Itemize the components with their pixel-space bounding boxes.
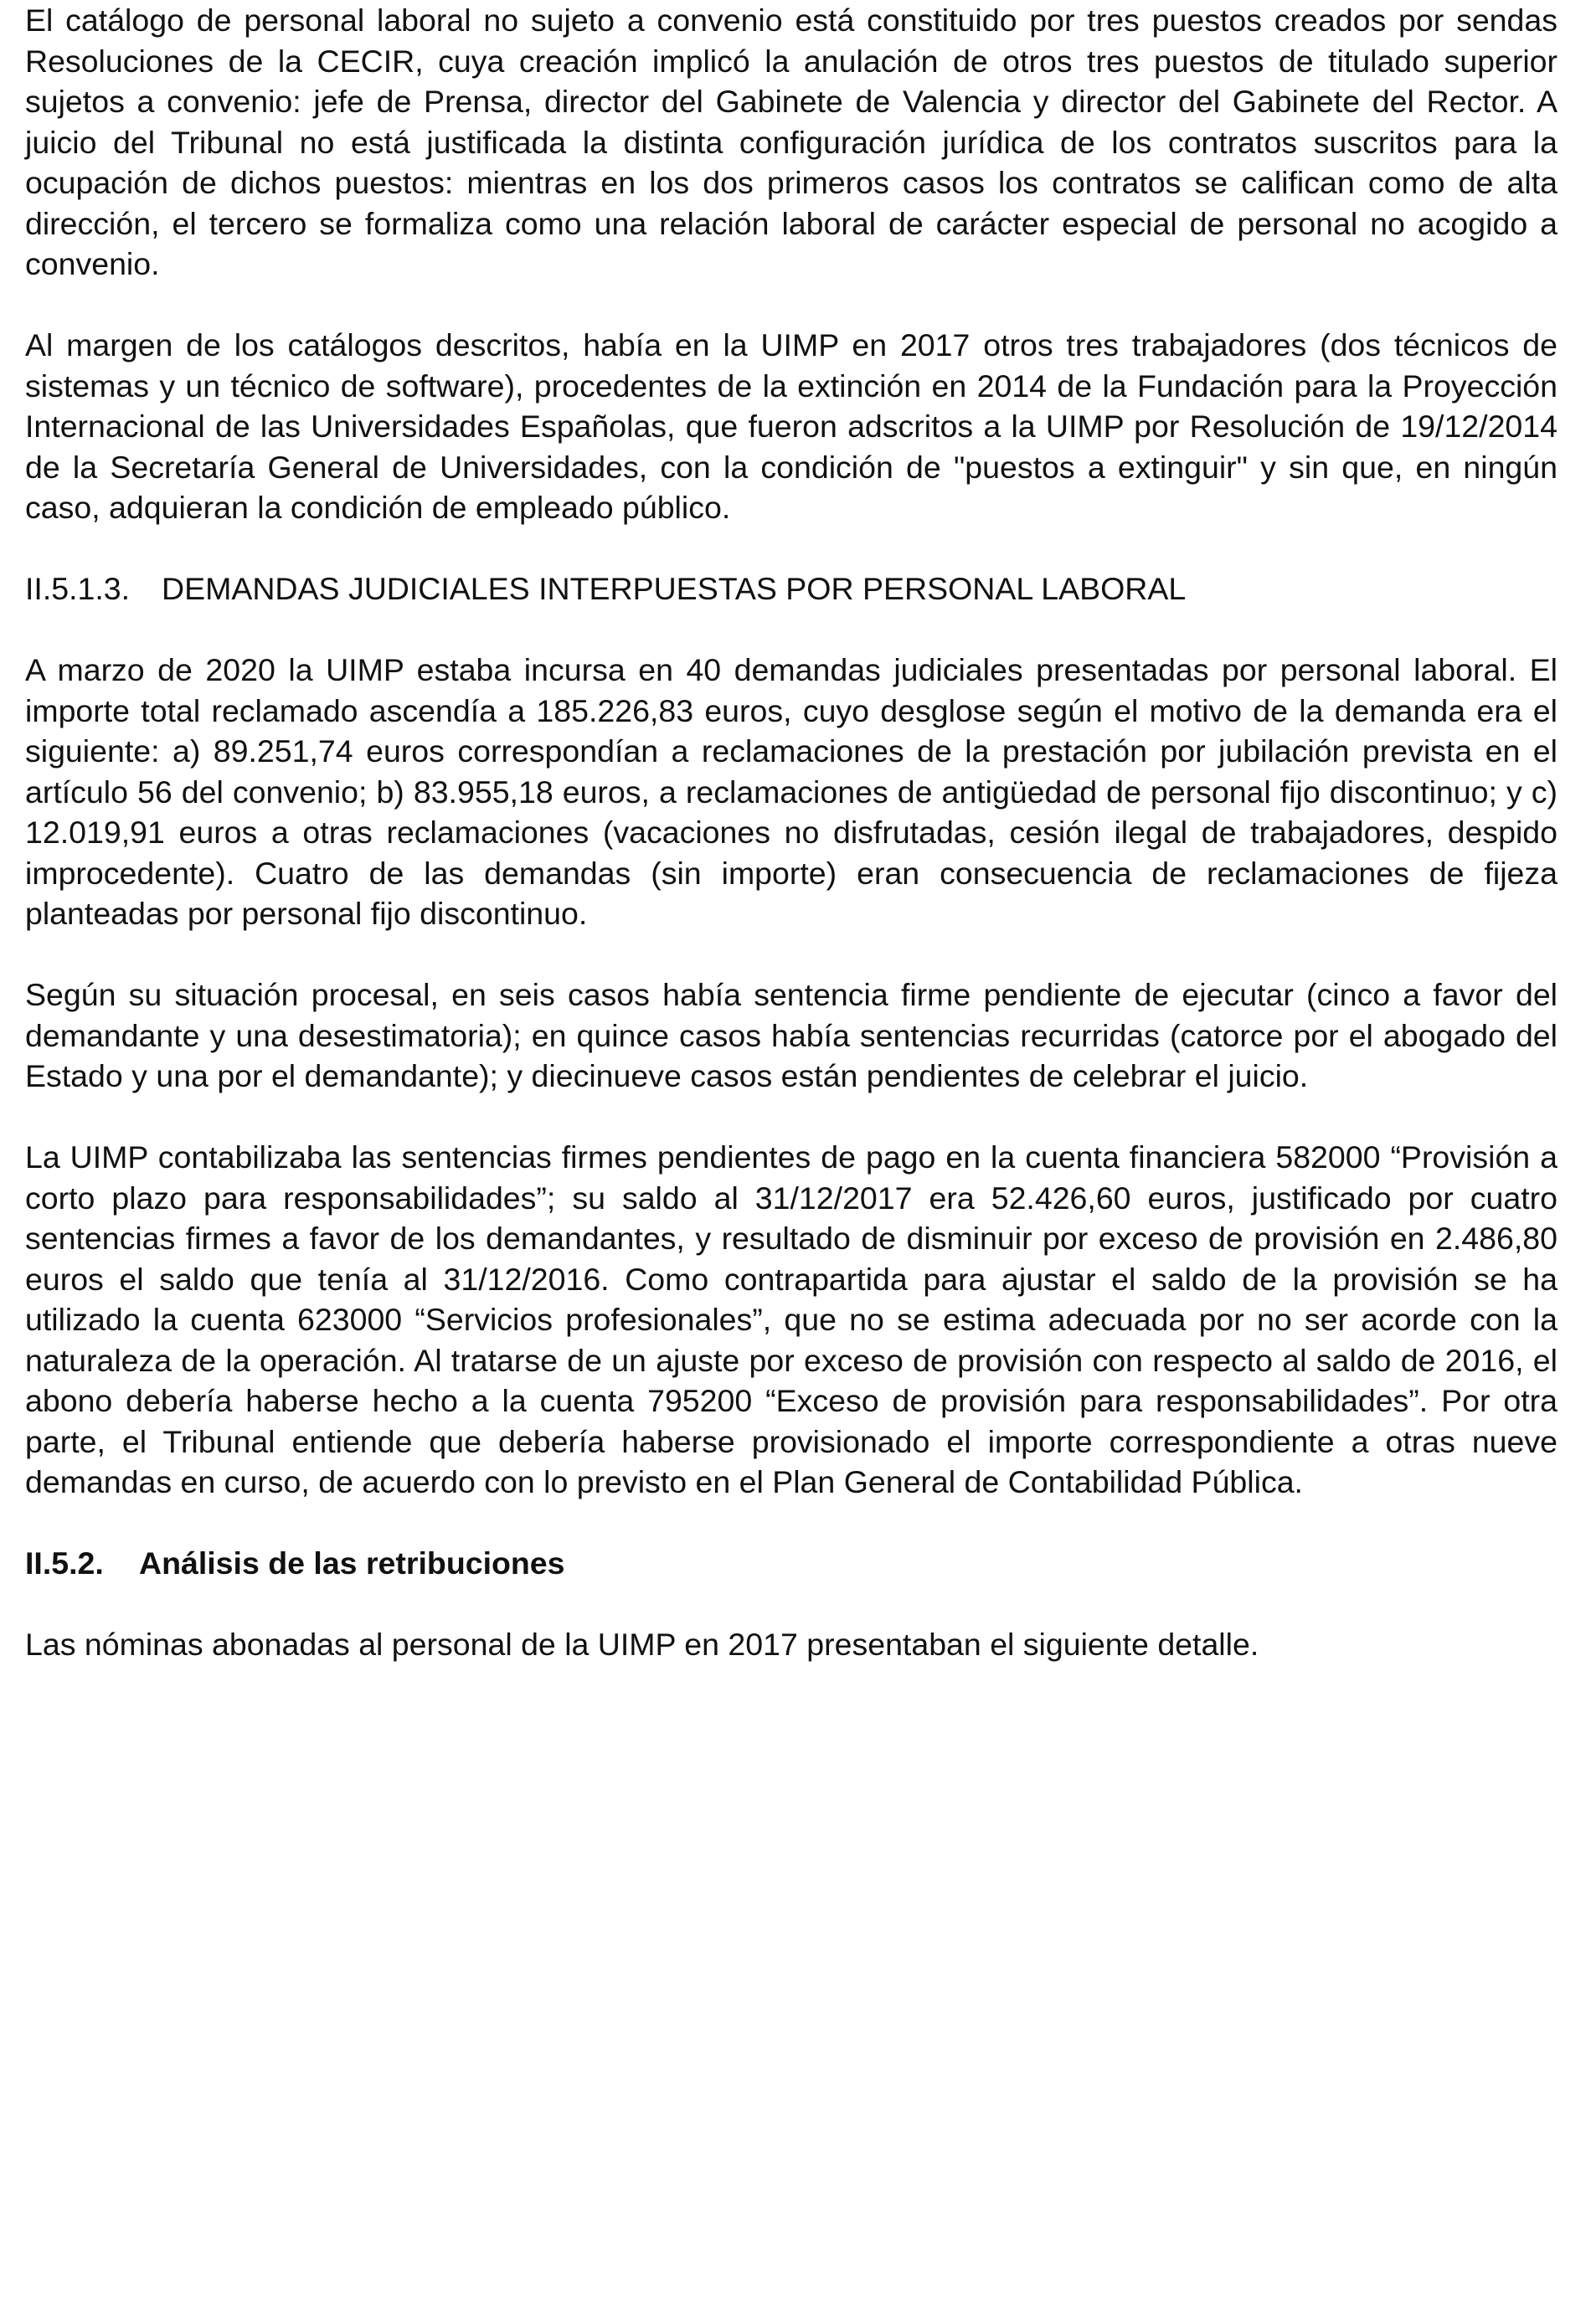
paragraph-otros-trabajadores: Al margen de los catálogos descritos, había en la UIMP en 2017 otros tres trabajadores (dos técnicos de sistemas y un técnico de software), procedentes de la extinción en 2014 de la Fundación para la Proyección Internacional de las Universidades Españolas, que fueron adscritos a la UIMP por Resolución de 19/12/2014 de la Secretaría General de Universidades, con la condición de "puestos a extinguir" y sin que, en ningún caso, adquieran la condición de empleado público.	[25, 327, 1558, 525]
paragraph-catalogo-no-convenio: El catálogo de personal laboral no sujeto a convenio está constituido por tres puestos creados por sendas Resoluciones de la CECIR, cuya creación implicó la anulación de otros tres puestos de titulado superior sujetos a convenio: jefe de Prensa, director del Gabinete de Valencia y director del Gabinete del Rector. A juicio del Tribunal no está justificada la distinta configuración jurídica de los contratos suscritos para la ocupación de dichos puestos: mientras en los dos primeros casos los contratos se califican como de alta dirección, el tercero se formaliza como una relación laboral de carácter especial de personal no acogido a convenio.	[25, 3, 1558, 281]
paragraph-nominas: Las nóminas abonadas al personal de la UIMP en 2017 presentaban el siguiente detalle.	[25, 1627, 1259, 1662]
paragraph-gap	[25, 1503, 1558, 1544]
section-heading-title: DEMANDAS JUDICIALES INTERPUESTAS POR PERSONAL LABORAL	[162, 571, 1187, 606]
paragraph-demandas-importe: A marzo de 2020 la UIMP estaba incursa en 40 demandas judiciales presentadas por personal laboral. El importe total reclamado ascendía a 185.226,83 euros, cuyo desglose según el motivo de la demanda era el siguiente: a) 89.251,74 euros correspondían a reclamaciones de la prestación por jubilación prevista en el artículo 56 del convenio; b) 83.955,18 euros, a reclamaciones de antigüedad de personal fijo discontinuo; y c) 12.019,91 euros a otras reclamaciones (vacaciones no disfrutadas, cesión ilegal de trabajadores, despido improcedente). Cuatro de las demandas (sin importe) eran consecuencia de reclamaciones de fijeza planteadas por personal fijo discontinuo.	[25, 652, 1558, 931]
section-heading-title: Análisis de las retribuciones	[139, 1545, 565, 1581]
document-page	[25, 0, 1558, 1665]
paragraph-gap	[25, 285, 1558, 326]
paragraph-provision-contable: La UIMP contabilizaba las sentencias firmes pendientes de pago en la cuenta financiera 582000 “Provisión a corto plazo para responsabilidades”; su saldo al 31/12/2017 era 52.426,60 euros, justificado por cuatro sentencias firmes a favor de los demandantes, y resultado de disminuir por exceso de provisión en 2.486,80 euros el saldo que tenía al 31/12/2016. Como contrapartida para ajustar el saldo de la provisión se ha utilizado la cuenta 623000 “Servicios profesionales”, que no se estima adecuada por no ser acorde con la naturaleza de la operación. Al tratarse de un ajuste por exceso de provisión con respecto al saldo de 2016, el abono debería haberse hecho a la cuenta 795200 “Exceso de provisión para responsabilidades”. Por otra parte, el Tribunal entiende que debería haberse provisionado el importe correspondiente a otras nueve demandas en curso, de acuerdo con lo previsto en el Plan General de Contabilidad Pública.	[25, 1139, 1558, 1499]
paragraph-gap	[25, 1584, 1558, 1625]
section-heading-demandas	[25, 568, 1558, 609]
paragraph-gap	[25, 528, 1558, 569]
section-heading-retribuciones	[25, 1543, 1558, 1584]
paragraph-gap	[25, 609, 1558, 650]
paragraph-gap	[25, 934, 1558, 975]
section-heading-number: II.5.2.	[25, 1545, 104, 1581]
paragraph-situacion-procesal: Según su situación procesal, en seis casos había sentencia firme pendiente de ejecutar (cinco a favor del demandante y una desestimatoria); en quince casos había sentencias recurridas (catorce por el abogado del Estado y una por el demandante); y diecinueve casos están pendientes de celebrar el juicio.	[25, 977, 1558, 1093]
section-heading-number: II.5.1.3.	[25, 571, 131, 606]
paragraph-gap	[25, 1097, 1558, 1138]
